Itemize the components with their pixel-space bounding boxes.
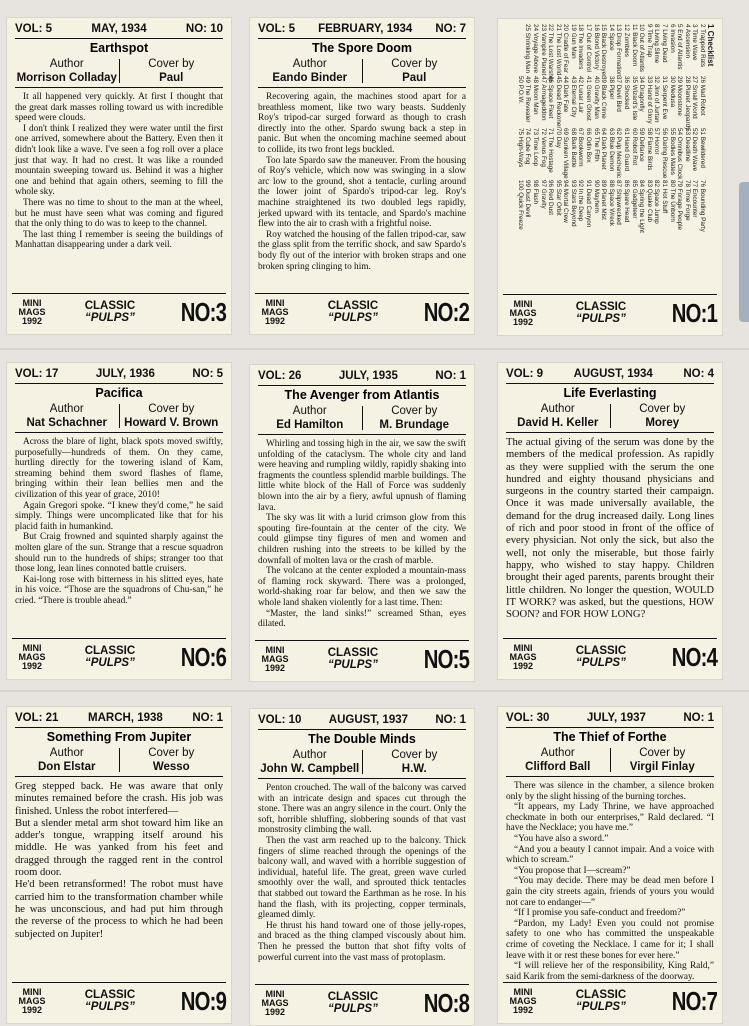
volume-label: VOL: 9	[506, 368, 544, 380]
trading-card	[249, 17, 475, 335]
classic-pulps-label: CLASSIC “PULPS”	[84, 989, 136, 1013]
classic-pulps-label: CLASSIC “PULPS”	[327, 991, 379, 1015]
cover-label: Cover by	[391, 749, 438, 761]
story-excerpt	[15, 781, 223, 973]
story-paragraph: Penton crouched. The wall of the balcony was carved with an intricate design and spaces cut through the stone. There was an angry silence in the court. Only the soft, horrible shluffing, slobbering sounds of that vast monstrosity climbing the wall.	[258, 783, 466, 836]
classic-pulps-label: CLASSIC “PULPS”	[327, 647, 379, 671]
cover-label: Cover by	[391, 405, 438, 417]
trading-card	[6, 362, 232, 680]
checklist-entry: 24 Voyage Above	[531, 24, 539, 74]
story-paragraph: But a slender metal arm shot toward him like an adder's tongue, wrapping itself around his middle. He was yanked from his feet and dragged through the ragged rent in the control room door.	[15, 817, 223, 879]
cover-label: Cover by	[148, 58, 195, 70]
card-footer	[12, 293, 226, 330]
checklist-card	[497, 18, 723, 336]
story-paragraph: I don't think I realized they were water until the first one arrived, somewhere about the Battery. Even then it didn't look like a wave. I've seen a fog roll over a place just that way. It had no crest. It was like a rounded mountain sweeping toward us. Behind it was a higher one and behind that again others, seeming to fill the whole sky.	[15, 123, 223, 198]
story-excerpt	[258, 439, 466, 631]
checklist-entry: 71 The Hostage	[547, 128, 555, 173]
author-label: Author	[292, 749, 327, 761]
author-label: Author	[49, 58, 84, 70]
author-name: Clifford Ball	[525, 761, 591, 773]
checklist-entry: 18 The Invaders	[577, 24, 585, 70]
card-number: NO:2	[423, 296, 469, 327]
classic-pulps-label: CLASSIC “PULPS”	[575, 989, 627, 1013]
checklist-entry: 42 Lunar Lair	[577, 76, 585, 114]
checklist-entry: 3 Time Wave	[691, 24, 699, 61]
mini-mags-logo: MINI MAGS 1992	[261, 644, 289, 673]
credits	[258, 404, 466, 435]
classic-pulps-label: CLASSIC “PULPS”	[84, 645, 136, 669]
story-paragraph: Then the vast arm reached up to the balcony. Thick fingers of slime reached through the openings of the balcony wall, and waved with a horrible suggestion of individual, hateful life. The great, green wave curled smoothly over the wall, and sprouted thick tentacles that stabbed out toward the Earthman as he rose. In his hand the flash, with its projecting, copper terminals, gleamed dimly.	[258, 835, 466, 921]
trading-card	[497, 706, 723, 1024]
story-title: The Avenger from Atlantis	[258, 385, 466, 403]
checklist-column	[516, 24, 706, 82]
checklist-entry: 39 Black Crime	[600, 76, 608, 119]
checklist-entry: 23 Vampire Planet	[539, 24, 547, 76]
classic-pulps-label: CLASSIC “PULPS”	[84, 300, 136, 324]
cover-artist: Morey	[645, 417, 680, 429]
author-credit	[15, 746, 119, 774]
cover-artist: Howard V. Brown	[124, 417, 219, 429]
checklist-entry: 10 Out of Atlantis	[638, 24, 646, 72]
volume-label: VOL: 30	[506, 712, 550, 724]
checklist-entry: 68 Bark Battle	[569, 128, 577, 168]
cover-credit	[611, 746, 715, 774]
story-paragraph: Whirling and tossing high in the air, we saw the swift unfolding of the cataclysm. The whole city and land were heaving and rumpling wildly, rapidly shaking into fragments the countless splendid marble buildings. The little white block of the Hall of Force was suddenly blown into the air by a fiery, awful upnush of flaming lava.	[258, 439, 466, 513]
cover-artist: H.W.	[401, 763, 427, 775]
story-title: Life Everlasting	[506, 383, 714, 401]
cover-artist: M. Brundage	[379, 419, 450, 431]
checklist-entry: 51 Bewildered	[699, 128, 706, 168]
checklist-entry: 31 Serpent Eve	[661, 76, 669, 120]
story-paragraph: The volcano at the center exploded a mountain-mass of flaming rock skyward. There was a prolonged, world-shaking roar far below, and then we saw the whole land shaken violently for a last time. Then:	[258, 566, 466, 608]
issue-number: NO: 7	[435, 23, 466, 35]
checklist-entry: 92 In the Deep	[577, 180, 585, 222]
checklist-title: 1 Checklist	[706, 24, 715, 67]
mini-mags-logo: MINI MAGS 1992	[509, 642, 537, 671]
cover-label: Cover by	[639, 403, 686, 415]
classic-pulps-label: CLASSIC “PULPS”	[327, 300, 379, 324]
checklist-entry: 70 Day	[554, 128, 562, 148]
author-label: Author	[292, 405, 327, 417]
checklist-entry: 73 Time Loop	[531, 128, 539, 167]
story-paragraph: The actual giving of the serum was done by the members of the medical profession. As rapidly as they were supplied with the serum the one hundred and eighty thousand physicians and surgeons in the country started their campaign. Once it was made universally available, the demand for the drug increased daily. Long lines of rich and poor stood in front of the office of every physician. Not only the sick, but also the well, not only the miserable, but those fairly happy, who wished to stay happy. Children brought their aged parents, parents brought their little children. No longer the question, WOULD IT WORK? was asked, but the questions, HOW SOON? and FOR HOW LONG?	[506, 437, 714, 621]
checklist-entry: 17 Out of Control	[585, 24, 593, 72]
checklist-entry: 83 Quake Club	[645, 180, 653, 223]
cover-artist: Virgil Finlay	[629, 761, 695, 773]
story-title: The Double Minds	[258, 729, 466, 747]
checklist-entry: 20 Cradle of Fear	[562, 24, 570, 74]
issue-number: NO: 1	[192, 712, 223, 724]
checklist-column	[516, 180, 706, 232]
checklist-entry: 78 Time Forge	[683, 180, 691, 221]
checklist-entry: 97 Gravity	[539, 180, 547, 209]
checklist-entry: 87 Shipwrecked	[615, 180, 623, 225]
author-name: John W. Campbell	[260, 763, 360, 775]
story-excerpt	[258, 92, 466, 284]
trading-card	[497, 362, 723, 680]
checklist-entry: 88 Space Wreck	[607, 180, 615, 227]
issue-number: NO: 4	[683, 368, 714, 380]
checklist-entry: 36 Shocked	[623, 76, 631, 110]
issue-date: AUGUST, 1934	[573, 368, 653, 380]
checklist-entry: 45 Dead Reckoner	[554, 76, 562, 129]
mini-mags-logo: MINI MAGS 1992	[261, 297, 289, 326]
checklist-entry: 74 Cube Fog	[524, 128, 532, 165]
story-paragraph: He'd been retransformed! The robot must have carried him to the transformation chamber while he was unconscious, and had put him through the reverse of the process to which he had been subjected on Jupiter!	[15, 879, 223, 940]
card-number: NO:1	[671, 297, 717, 328]
story-excerpt	[506, 437, 714, 629]
checklist-entry: 14 Space	[607, 24, 615, 51]
checklist-entry: 54 Omnibus Clock	[676, 128, 684, 180]
checklist-entry: 37 Devil Bird	[615, 76, 623, 112]
author-credit	[15, 402, 119, 430]
sheet-divider	[0, 690, 749, 692]
story-paragraph: “You have also a sword.”	[514, 833, 609, 844]
story-paragraph: “Pardon, my Lady! Even you could not promise safety to one who has committed the unspeakable crime of coveting the Necklace. I came for it; I shall leave with it or rest these bones for ever here.”	[506, 918, 714, 961]
story-excerpt	[15, 92, 223, 284]
checklist-entry: 19 Gun Man	[569, 24, 577, 59]
author-label: Author	[540, 747, 575, 759]
checklist-entry: 35 Wizard's Isle	[630, 76, 638, 121]
volume-label: VOL: 21	[15, 712, 59, 724]
author-credit	[258, 57, 362, 85]
checklist-entry: 4 Ascension	[683, 24, 691, 58]
author-name: Eando Binder	[272, 72, 348, 84]
mini-mags-logo: MINI MAGS 1992	[18, 642, 46, 671]
checklist-entry: 79 Forage People	[676, 180, 684, 231]
story-paragraph: Roy watched the housing of the fallen tripod-car, saw the glass split from the terrific shock, and saw Spardo's body fly out of the interior with broken straps and one broken spring clinging to him.	[258, 229, 466, 272]
issue-number: NO: 1	[435, 714, 466, 726]
story-paragraph: “And you a beauty I cannot impair. And a voice with which to scream.”	[506, 844, 714, 866]
checklist-entry: 47 Armageddon	[539, 76, 547, 121]
checklist-entry: 86 Spare Head	[623, 180, 631, 223]
story-paragraph: “You propose that I—scream?”	[514, 865, 631, 876]
checklist-area	[505, 24, 715, 286]
credits	[15, 57, 223, 88]
checklist-entry: 99 Dust Devil	[524, 180, 532, 218]
cover-credit	[363, 404, 467, 432]
cover-credit	[363, 57, 467, 85]
credits	[506, 746, 714, 777]
checklist-entry: 59 Defiance	[638, 128, 646, 162]
story-paragraph: Recovering again, the machines stood apart for a breathless moment, like two wary beasts. Suddenly Roy's tripod-car surged forward as though to crash directly into the other. Spardo swung back a step in panic. But when the oncoming machine seemed about to collide, its two front legs buckled.	[258, 92, 466, 155]
story-paragraph: “You may decide. There may be dead men before I gain the city streets again, friends of yours you would not care to endanger—”	[506, 876, 714, 908]
checklist-entry: 84 Spring the Light	[638, 180, 646, 233]
volume-label: VOL: 26	[258, 370, 302, 382]
checklist-entry: 6 Invasion	[668, 24, 676, 53]
trading-card	[6, 17, 232, 335]
checklist-entry: 76 Bounding Party	[699, 180, 706, 232]
checklist-entry: 13 Drop Formation	[615, 24, 623, 77]
card-header	[506, 711, 714, 725]
issue-number: NO: 5	[192, 368, 223, 380]
checklist-entry: 91 Dead Canyon	[585, 180, 593, 228]
author-label: Author	[292, 58, 327, 70]
checklist-entry: 81 Hot Stuff	[661, 180, 669, 214]
story-paragraph: He thrust his hand toward one of those jelly-ropes, and braced as the thing clamped viscously about him. Then he pressed the button that shot fifty volts of powerful current into the vast mass of protoplasm.	[258, 920, 466, 963]
sheet-divider	[0, 348, 749, 350]
author-credit	[258, 404, 362, 432]
issue-number: NO: 1	[435, 370, 466, 382]
card-footer	[12, 982, 226, 1019]
mini-mags-logo: MINI MAGS 1992	[261, 988, 289, 1017]
story-paragraph: Greg stepped back. He was aware that only minutes remained before the crash. His job was finished. Unless the robot interfered—	[15, 781, 223, 817]
checklist-entry: 48 Moon Man	[531, 76, 539, 115]
checklist-entry: 41 Green Ghost	[585, 76, 593, 121]
checklist-entry: 38 Piper	[607, 76, 615, 100]
checklist-entry: 89 Planet Mist	[600, 180, 608, 220]
cover-label: Cover by	[148, 403, 195, 415]
checklist-entry: 28 Planet Jeopardy	[683, 76, 691, 131]
trading-card	[249, 708, 475, 1026]
card-number: NO:4	[671, 641, 717, 672]
checklist-entry: 100 Quick Freeze	[516, 180, 524, 230]
story-paragraph: The last thing I remember is seeing the buildings of Manhattan disappearing under a dark veil.	[15, 229, 223, 251]
cover-label: Cover by	[148, 747, 195, 759]
author-label: Author	[49, 403, 84, 415]
story-paragraph: The sky was lit with a lurid crimson glow from this spouting fire-fountain at the center of the city. We could glimpse tiny figures of men and women and children rushing into the streets to be killed by the downfall of molten lava or the crash of marble.	[258, 513, 466, 566]
card-number: NO:9	[180, 985, 226, 1016]
checklist-entry: 63 Blue Demon	[607, 128, 615, 172]
story-title: Earthspot	[15, 38, 223, 56]
story-paragraph: There was silence in the chamber, a silence broken only by the slight hissing of the burning torches.	[506, 781, 714, 802]
checklist-entry: 16 Blond Victory	[592, 24, 600, 70]
cover-credit	[120, 402, 224, 430]
classic-pulps-label: CLASSIC “PULPS”	[575, 645, 627, 669]
checklist-entry: 77 Encounter	[691, 180, 699, 218]
card-header	[258, 22, 466, 36]
issue-date: JULY, 1936	[95, 368, 155, 380]
card-footer	[255, 293, 469, 330]
checklist-entry: 40 Gravity Man	[592, 76, 600, 119]
story-title: Something From Jupiter	[15, 727, 223, 745]
story-paragraph: “It appears, my Lady Thrine, we have approached checkmate in both our enterprises,” Rald declared. “I have the Necklace; you have me.”	[506, 802, 714, 834]
checklist-entry: 2 Trapped Rats	[699, 24, 706, 68]
checklist-entry: 96 Red Dust	[547, 180, 555, 216]
checklist-entry: 82 Space Jump	[653, 180, 661, 224]
checklist-entry: 61 Hand Guard	[623, 128, 631, 172]
trading-card	[249, 364, 475, 682]
author-name: Morrison Colladay	[16, 72, 117, 84]
card-header	[15, 711, 223, 725]
checklist-entry: 22 The Lost Warship	[547, 24, 555, 82]
checklist-entry: 49 The Revealer	[524, 76, 532, 123]
checklist-entry: 33 Hand of Glory	[645, 76, 653, 124]
card-header	[258, 713, 466, 727]
credits	[15, 402, 223, 433]
checklist-entry: 5 End of Atlantis	[676, 24, 684, 70]
mini-mags-logo: MINI MAGS 1992	[18, 986, 46, 1015]
checklist-entry: 9 Time Trap	[645, 24, 653, 58]
checklist-entry: 72 Venus Fog	[539, 128, 547, 167]
checklist-entry: 64 Dark Planet	[600, 128, 608, 170]
checklist-entry: 32 Jinn of Jurtan	[653, 76, 661, 123]
checklist-column	[516, 128, 706, 180]
story-excerpt	[15, 437, 223, 629]
checklist-entry: 27 Small World	[691, 76, 699, 119]
mini-mags-logo: MINI MAGS 1992	[509, 986, 537, 1015]
issue-date: MAY, 1934	[91, 23, 147, 35]
checklist-entry: 43 Eternal City	[569, 76, 577, 118]
card-header	[15, 22, 223, 36]
checklist-entry: 11 Black Doom	[630, 24, 638, 67]
story-paragraph: It all happened very quickly. At first I thought that the great dark masses rolling toward us with incredible speed were clouds.	[15, 92, 223, 124]
cover-credit	[363, 748, 467, 776]
checklist-entry: 75 High-Ways	[516, 128, 524, 168]
issue-date: JULY, 1935	[338, 370, 398, 382]
cover-label: Cover by	[639, 747, 686, 759]
checklist-entry: 69 Sunken Village	[562, 128, 570, 179]
checklist-entry: 85 Gadgeteer	[630, 180, 638, 219]
checklist-rotated	[505, 24, 715, 286]
cover-credit	[120, 746, 224, 774]
issue-number: NO: 1	[683, 712, 714, 724]
cover-credit	[611, 402, 715, 430]
card-footer	[503, 982, 717, 1019]
credits	[15, 746, 223, 777]
cover-artist: Wesso	[152, 761, 190, 773]
checklist-entry: 55 Bodies Mates	[668, 128, 676, 175]
story-paragraph: “I will relieve her of the responsibility, King Rald,” said Karik from the semi-darkness of the doorway.	[506, 961, 714, 982]
card-footer	[503, 294, 717, 331]
checklist-entry: 93 Stars Beyond	[569, 180, 577, 227]
cover-label: Cover by	[391, 58, 438, 70]
author-label: Author	[540, 403, 575, 415]
checklist-entry: 57 Horror	[653, 128, 661, 155]
classic-pulps-label: CLASSIC “PULPS”	[575, 301, 627, 325]
author-credit	[506, 746, 610, 774]
issue-date: AUGUST, 1937	[328, 714, 409, 726]
checklist-entry: 30 Medusa	[668, 76, 676, 108]
card-number: NO:3	[180, 296, 226, 327]
author-name: Don Elstar	[37, 761, 96, 773]
author-credit	[506, 402, 610, 430]
checklist-column	[516, 76, 706, 131]
story-paragraph: Too late Spardo saw the maneuver. From the housing of Roy's vehicle, which now was swinging in a slow arc low to the ground, shot a tentacle, curling around the lower joint of Spardo's tripod-car leg. Roy's machine straightened its two doubled legs rapidly, jerked upward with its tentacle, and Spardo's machine flew into the air to crash with a frightful noise.	[258, 155, 466, 230]
checklist-entry: 7 Living Dead	[661, 24, 669, 63]
card-header	[506, 367, 714, 381]
card-footer	[503, 638, 717, 675]
volume-label: VOL: 17	[15, 368, 59, 380]
checklist-entry: 90 Mayhem	[592, 180, 600, 213]
author-name: Ed Hamilton	[276, 419, 344, 431]
checklist-entry: 67 Bookworm	[577, 128, 585, 167]
checklist-entry: 95 Star Orbit	[554, 180, 562, 216]
checklist-entry: 60 Robot Rot	[630, 128, 638, 166]
cover-credit	[120, 57, 224, 85]
author-credit	[15, 57, 119, 85]
checklist-entry: 26 Mad Robot	[699, 76, 706, 116]
card-number: NO:6	[180, 641, 226, 672]
checklist-entry: 66 Odin Box	[585, 128, 593, 163]
checklist-entry: 52 Death Wave	[691, 128, 699, 172]
checklist-entry: 65 The Fifth	[592, 128, 600, 162]
author-name: David H. Keller	[517, 417, 599, 429]
checklist-entry: 44 Dark Fate	[562, 76, 570, 113]
card-footer	[255, 640, 469, 677]
issue-number: NO: 10	[185, 23, 223, 35]
card-footer	[255, 984, 469, 1021]
author-credit	[258, 748, 362, 776]
card-header	[15, 367, 223, 381]
issue-date: JULY, 1937	[586, 712, 646, 724]
story-paragraph: Across the blare of light, black spots moved swiftly, purposefully—hundreds of them. On they came, hurtling directly for the towering island of Kam, streaming behind them sword flashes of flame, bringing within their lean bellies men and the civilization of this year of grace, 2010!	[15, 437, 223, 500]
checklist-entry: 80 The Unborn	[668, 180, 676, 222]
card-number: NO:5	[423, 643, 469, 674]
mini-mags-logo: MINI MAGS 1992	[509, 298, 537, 327]
volume-label: VOL: 5	[15, 23, 53, 35]
checklist-entry: 21 The Lost World	[554, 24, 562, 76]
cover-artist: Paul	[159, 72, 184, 84]
story-title: The Spore Doom	[258, 38, 466, 56]
credits	[258, 57, 466, 88]
binder-tab	[739, 182, 749, 322]
checklist-entry: 94 Mortal Crew	[562, 180, 570, 223]
credits	[258, 748, 466, 779]
checklist-entry: 29 Moonstone	[676, 76, 684, 116]
volume-label: VOL: 5	[258, 23, 296, 35]
checklist-entry: 53 Deadline	[683, 128, 691, 162]
checklist-entry: 50 P.O.W.	[516, 76, 524, 104]
issue-date: FEBRUARY, 1934	[318, 23, 413, 35]
author-label: Author	[49, 747, 84, 759]
checklist-entry: 15 Black Destroyer	[600, 24, 608, 78]
checklist-entry: 98 Flash	[531, 180, 539, 205]
checklist-entry: 8 Living Slime	[653, 24, 661, 64]
volume-label: VOL: 10	[258, 714, 302, 726]
story-excerpt	[258, 783, 466, 975]
credits	[506, 402, 714, 433]
story-title: The Thief of Forthe	[506, 727, 714, 745]
card-footer	[12, 638, 226, 675]
cover-artist: Paul	[402, 72, 427, 84]
checklist-entry: 46 Space Fleet	[547, 76, 555, 119]
mini-mags-logo: MINI MAGS 1992	[18, 297, 46, 326]
story-title: Pacifica	[15, 383, 223, 401]
story-paragraph: Kai-long rose with bitterness in his slitted eyes, hate in his voice. “Those are the squadrons of Chu-san,” he cried. “There is trouble ahead.”	[15, 574, 223, 606]
story-paragraph: There was no time to shout to the man at the wheel, but he must have seen what was coming and figured that the only thing to do was to keep to the channel.	[15, 197, 223, 230]
checklist-entry: 58 Flame Birds	[645, 128, 653, 171]
checklist-entry: 25 Shrinking Man	[524, 24, 532, 74]
story-excerpt	[506, 781, 714, 982]
card-header	[258, 369, 466, 383]
card-number: NO:7	[671, 985, 717, 1016]
story-paragraph: Again Gregori spoke. “I knew they'd come,” he said simply. Things were uncomplicated like that for his placid faith in humankind.	[15, 500, 223, 532]
card-number: NO:8	[423, 987, 469, 1018]
checklist-entry: 34 Dragonfly	[638, 76, 646, 112]
author-name: Nat Schachner	[26, 417, 108, 429]
trading-card	[6, 706, 232, 1024]
checklist-entry: 56 Daring Rescue	[661, 128, 669, 179]
checklist-entry: 62 Pulp Mechanic	[615, 128, 623, 179]
checklist-entry: 12 Zombies	[623, 24, 631, 57]
story-paragraph: “Master, the land sinks!” screamed Sthan, eyes dilated.	[258, 608, 466, 630]
issue-date: MARCH, 1938	[88, 712, 163, 724]
story-paragraph: But Craig frowned and squinted sharply against the molten glare of the sun. Strange that a rescue squadron should run to the hundreds of ships; stranger too that those long, lean lines connoted battle cruisers.	[15, 532, 223, 575]
story-paragraph: “If I promise you safe-conduct and freedom?”	[514, 908, 686, 919]
